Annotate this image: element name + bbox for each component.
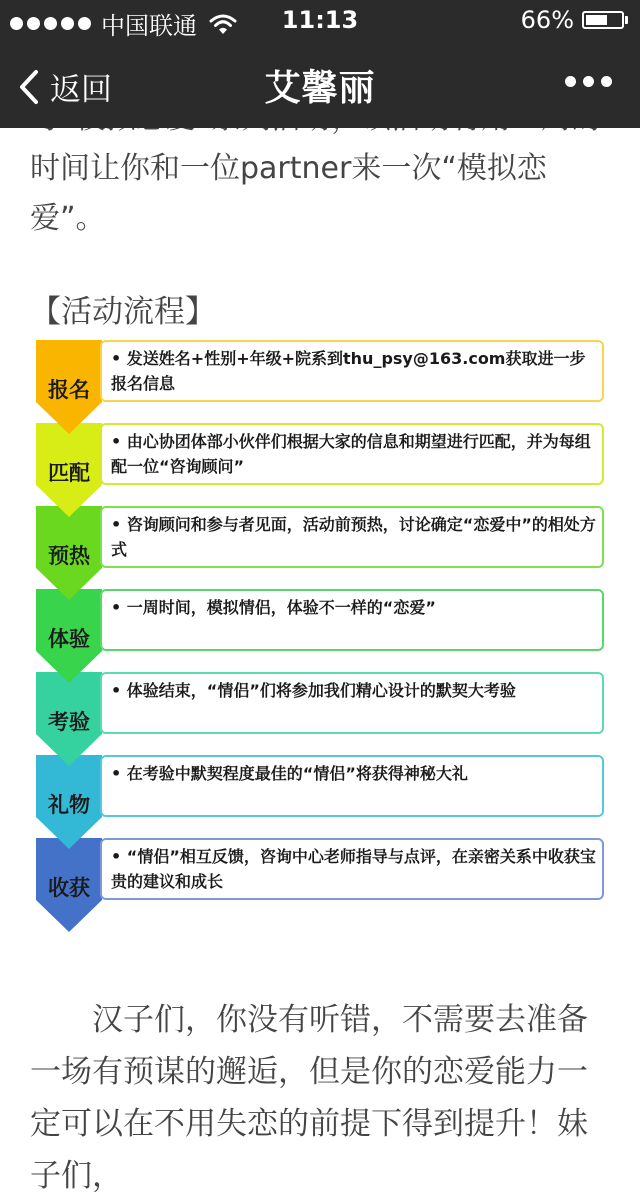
flow-step [36, 672, 606, 755]
flow-step [36, 755, 606, 838]
step-description-box [100, 340, 604, 402]
battery-tip [625, 16, 628, 24]
step-description-box [100, 589, 604, 651]
step-description-box [100, 506, 604, 568]
closing-paragraph: 汉子们，你没有听错，不需要去准备一场有预谋的邂逅，但是你的恋爱能力一定可以在不用失恋的前提下得到提升！妹子们， [30, 1002, 588, 1194]
page-title: 艾馨丽 [264, 68, 376, 109]
step-description: • 一周时间，模拟情侣，体验不一样的“恋爱” [111, 598, 436, 617]
step-description: • 由心协团体部小伙伴们根据大家的信息和期望进行匹配，并为每组配一位“咨询顾问” [111, 432, 591, 476]
step-description-box [100, 755, 604, 817]
flow-step [36, 340, 606, 423]
status-time: 11:13 [281, 6, 359, 34]
battery-icon [582, 11, 624, 29]
flow-step [36, 589, 606, 672]
step-description: • 体验结束，“情侣”们将参加我们精心设计的默契大考验 [111, 681, 516, 700]
intro-paragraph: 时间让你和一位partner来一次“模拟恋爱”。 [30, 151, 547, 236]
step-label: 预热 [48, 544, 90, 568]
step-description-box [100, 423, 604, 485]
more-dot [601, 76, 612, 87]
battery-fill [586, 15, 607, 25]
activity-flow [36, 340, 606, 921]
nav-bar [0, 40, 640, 128]
flow-step [36, 506, 606, 589]
step-label: 收获 [48, 876, 90, 900]
step-description-box [100, 838, 604, 900]
step-description: • 发送姓名+性别+年级+院系到thu_psy@163.com获取进一步报名信息 [111, 349, 586, 393]
step-description-box [100, 672, 604, 734]
step-label: 匹配 [48, 461, 90, 485]
article-content[interactable] [0, 128, 640, 1194]
step-label: 礼物 [48, 793, 90, 817]
step-label: 体验 [48, 627, 90, 651]
step-description: • 咨询顾问和参与者见面，活动前预热，讨论确定“恋爱中”的相处方式 [111, 515, 596, 559]
more-dot [583, 76, 594, 87]
status-right [521, 6, 628, 34]
step-label: 报名 [48, 378, 90, 402]
battery-percent: 66% [520, 6, 574, 34]
status-bar [0, 0, 640, 40]
step-label: 考验 [48, 710, 90, 734]
flow-step [36, 838, 606, 921]
step-description: • 在考验中默契程度最佳的“情侣”将获得神秘大礼 [111, 764, 468, 783]
step-description: • “情侣”相互反馈，咨询中心老师指导与点评，在亲密关系中收获宝贵的建议和成长 [111, 847, 596, 891]
carrier-name: 中国联通 [101, 12, 197, 40]
more-dot [565, 76, 576, 87]
more-options-button[interactable] [565, 76, 612, 87]
section-header: 【活动流程】 [30, 294, 216, 330]
flow-step [36, 423, 606, 506]
back-label: 返回 [50, 72, 112, 108]
